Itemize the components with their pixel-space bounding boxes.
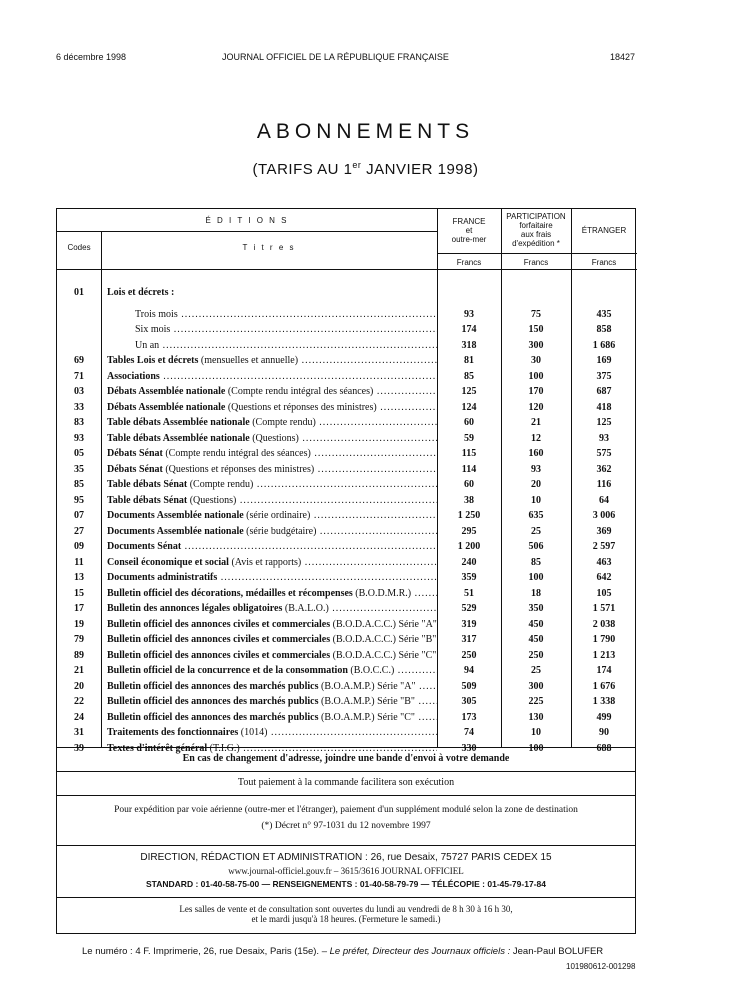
row-code: 89 xyxy=(74,649,84,661)
row-title: Débats Sénat (Compte rendu intégral des séances) ..... xyxy=(107,446,437,462)
price-france: 38 xyxy=(464,494,474,506)
participation-header: PARTICIPATION forfaitaire aux frais d'expédition * xyxy=(506,212,566,248)
table-row xyxy=(57,307,637,323)
price-participation: 350 xyxy=(528,603,544,614)
price-france: 81 xyxy=(464,355,474,366)
price-france: 51 xyxy=(464,587,474,599)
row-code: 22 xyxy=(74,696,84,707)
row-title: Bulletin officiel des annonces des marchés publics (B.O.A.M.P.) Série "B" ..... xyxy=(107,694,437,710)
price-etranger: 575 xyxy=(596,448,612,459)
row-title: Bulletin officiel des décorations, médailles et récompenses (B.O.D.M.R.) ..... xyxy=(107,586,437,602)
table-row xyxy=(57,477,637,493)
price-france: 60 xyxy=(464,479,474,490)
row-code: 05 xyxy=(74,448,84,459)
table-row xyxy=(57,384,637,400)
row-code: 09 xyxy=(74,541,84,552)
price-etranger: 93 xyxy=(599,432,609,444)
price-participation: 300 xyxy=(528,680,544,692)
row-title: Bulletin officiel des annonces des marchés publics (B.O.A.M.P.) Série "A" ..... xyxy=(107,679,437,695)
address-note: En cas de changement d'adresse, joindre une bande d'envoi à votre demande xyxy=(56,748,636,772)
row-title: Six mois ..... xyxy=(135,322,437,338)
price-participation: 75 xyxy=(531,308,541,320)
table-row xyxy=(57,285,637,301)
titles-header: T i t r e s xyxy=(242,243,296,252)
row-code: 11 xyxy=(74,556,84,568)
table-row xyxy=(57,601,637,617)
editions-header: É D I T I O N S xyxy=(205,216,289,225)
row-title: Documents Assemblée nationale (série budgétaire) ..... xyxy=(107,524,437,540)
table-row xyxy=(57,508,637,524)
price-etranger: 116 xyxy=(596,479,612,490)
price-participation: 93 xyxy=(531,463,541,475)
price-participation: 25 xyxy=(531,665,541,676)
table-row xyxy=(57,694,637,710)
price-france: 174 xyxy=(461,324,477,335)
table-row xyxy=(57,648,637,664)
price-etranger: 687 xyxy=(596,386,612,397)
price-etranger: 1 213 xyxy=(592,649,616,661)
table-row xyxy=(57,539,637,555)
price-etranger: 1 676 xyxy=(592,680,616,692)
price-france: 317 xyxy=(461,634,477,645)
price-participation: 30 xyxy=(531,355,541,366)
price-etranger: 499 xyxy=(596,711,612,723)
table-row xyxy=(57,400,637,416)
airmail-note: Pour expédition par voie aérienne (outre-mer et l'étranger), paiement d'un supplément modulé selon la zone de destination (*) Décret n° 97-1031 du 12 novembre 1997 xyxy=(56,796,636,846)
price-france: 509 xyxy=(461,680,477,692)
row-code: 31 xyxy=(74,727,84,738)
price-france: 60 xyxy=(464,417,474,428)
price-etranger: 463 xyxy=(596,556,612,568)
price-participation: 10 xyxy=(531,494,541,506)
etranger-header: ÉTRANGER xyxy=(581,226,627,235)
page-title: ABONNEMENTS xyxy=(256,120,475,143)
price-france: 115 xyxy=(461,448,477,459)
row-code: 19 xyxy=(74,618,84,630)
price-france: 1 250 xyxy=(457,510,481,521)
price-france: 330 xyxy=(461,742,477,754)
price-france: 240 xyxy=(461,556,477,568)
price-participation: 120 xyxy=(528,401,544,413)
price-etranger: 1 571 xyxy=(592,603,616,614)
price-france: 85 xyxy=(464,370,474,382)
row-title: Documents administratifs ..... xyxy=(107,570,437,586)
row-title: Bulletin officiel des annonces civiles et commerciales (B.O.D.A.C.C.) Série "A" ..... xyxy=(107,617,437,633)
price-etranger: 362 xyxy=(596,463,612,475)
price-participation: 160 xyxy=(528,448,544,459)
row-code: 21 xyxy=(74,665,84,676)
payment-note: Tout paiement à la commande facilitera son exécution xyxy=(56,772,636,796)
price-participation: 85 xyxy=(531,556,541,568)
table-row xyxy=(57,353,637,369)
table-row xyxy=(57,555,637,571)
row-title: Bulletin officiel des annonces civiles et commerciales (B.O.D.A.C.C.) Série "B" ..... xyxy=(107,632,437,648)
header-date: 6 décembre 1998 xyxy=(56,52,127,62)
codes-header: Codes xyxy=(67,243,91,252)
price-france: 59 xyxy=(464,432,474,444)
price-etranger: 105 xyxy=(596,587,612,599)
price-france: 295 xyxy=(461,525,477,537)
price-etranger: 642 xyxy=(596,572,612,583)
page-subtitle: (TARIFS AU 1er JANVIER 1998) xyxy=(252,160,479,178)
row-code: 79 xyxy=(74,634,84,645)
table-row xyxy=(57,679,637,695)
row-code: 33 xyxy=(74,401,84,413)
row-title: Débats Assemblée nationale (Compte rendu intégral des séances) ..... xyxy=(107,384,437,400)
price-etranger: 174 xyxy=(596,665,612,676)
row-code: 17 xyxy=(74,603,84,614)
price-participation: 300 xyxy=(528,339,544,351)
price-france: 94 xyxy=(464,665,474,676)
row-title: Lois et décrets : xyxy=(107,287,175,298)
row-title: Bulletin officiel de la concurrence et de la consommation (B.O.C.C.) ..... xyxy=(107,663,437,679)
price-france: 319 xyxy=(461,618,477,630)
price-participation: 225 xyxy=(528,696,544,707)
price-etranger: 125 xyxy=(596,417,612,428)
table-row xyxy=(57,462,637,478)
row-title: Table débats Sénat (Questions) ..... xyxy=(107,493,437,509)
row-code: 27 xyxy=(74,525,84,537)
price-etranger: 418 xyxy=(596,401,612,413)
row-title: Traitements des fonctionnaires (1014) ..... xyxy=(107,725,437,741)
price-etranger: 1 790 xyxy=(592,634,616,645)
document-reference: 101980612-001298 xyxy=(566,962,636,971)
price-etranger: 858 xyxy=(596,324,612,335)
price-participation: 130 xyxy=(528,711,544,723)
row-title: Textes d'intérêt général (T.I.G.) ..... xyxy=(107,741,437,757)
row-code: 15 xyxy=(74,587,84,599)
price-etranger: 169 xyxy=(596,355,612,366)
table-row xyxy=(57,632,637,648)
price-etranger: 375 xyxy=(596,370,612,382)
price-france: 173 xyxy=(461,711,477,723)
price-france: 74 xyxy=(464,727,474,738)
table-row xyxy=(57,524,637,540)
price-participation: 635 xyxy=(528,510,544,521)
opening-hours: Les salles de vente et de consultation sont ouvertes du lundi au vendredi de 8 h 30 à 16 h 30, et le mardi jusqu'à 18 heures. (Fermeture le samedi.) xyxy=(56,898,636,934)
row-code: 20 xyxy=(74,680,84,692)
table-row xyxy=(57,617,637,633)
price-etranger: 1 338 xyxy=(592,696,616,707)
row-code: 83 xyxy=(74,417,84,428)
row-code: 69 xyxy=(74,355,84,366)
table-row xyxy=(57,415,637,431)
france-header: FRANCE et outre-mer xyxy=(451,217,487,244)
contact-block: DIRECTION, RÉDACTION ET ADMINISTRATION : 26, rue Desaix, 75727 PARIS CEDEX 15 www.journal-officiel.gouv.fr – 3615/3616 JOURNAL OFFICIEL STANDARD : 01-40-58-75-00 — RENSEIGNEMENTS : 01-40-58-79-79 — TÉLÉCOPIE : 01-45-79-17-84 xyxy=(56,846,636,898)
price-participation: 12 xyxy=(531,432,541,444)
price-etranger: 435 xyxy=(596,308,612,320)
currency-label: Francs xyxy=(523,258,549,267)
price-participation: 10 xyxy=(531,727,541,738)
price-participation: 450 xyxy=(528,634,544,645)
price-participation: 150 xyxy=(528,324,544,335)
table-row xyxy=(57,446,637,462)
row-title: Un an ..... xyxy=(135,338,437,354)
price-participation: 25 xyxy=(531,525,541,537)
table-row xyxy=(57,663,637,679)
price-participation: 100 xyxy=(528,572,544,583)
price-france: 125 xyxy=(461,386,477,397)
row-title: Table débats Assemblée nationale (Questions) ..... xyxy=(107,431,437,447)
currency-label: Francs xyxy=(591,258,617,267)
table-row xyxy=(57,725,637,741)
row-title: Documents Assemblée nationale (série ordinaire) ..... xyxy=(107,508,437,524)
row-code: 13 xyxy=(74,572,84,583)
row-code: 95 xyxy=(74,494,84,506)
row-title: Table débats Sénat (Compte rendu) ..... xyxy=(107,477,437,493)
price-france: 124 xyxy=(461,401,477,413)
table-row xyxy=(57,322,637,338)
header-journal: JOURNAL OFFICIEL DE LA RÉPUBLIQUE FRANÇAISE xyxy=(222,52,449,62)
row-code: 24 xyxy=(74,711,84,723)
row-title: Associations ..... xyxy=(107,369,437,385)
row-title: Documents Sénat ..... xyxy=(107,539,437,555)
price-participation: 20 xyxy=(531,479,541,490)
price-participation: 250 xyxy=(528,649,544,661)
price-participation: 21 xyxy=(531,417,541,428)
price-etranger: 2 038 xyxy=(592,618,616,630)
row-code: 93 xyxy=(74,432,84,444)
table-row xyxy=(57,710,637,726)
table-row xyxy=(57,586,637,602)
header-page: 18427 xyxy=(610,52,636,62)
price-france: 305 xyxy=(461,696,477,707)
currency-label: Francs xyxy=(456,258,482,267)
price-participation: 100 xyxy=(528,742,544,754)
row-title: Conseil économique et social (Avis et rapports) ..... xyxy=(107,555,437,571)
row-code: 03 xyxy=(74,386,84,397)
row-code: 01 xyxy=(74,287,84,298)
table-row xyxy=(57,570,637,586)
price-etranger: 1 686 xyxy=(592,339,616,351)
price-participation: 506 xyxy=(528,541,544,552)
price-participation: 450 xyxy=(528,618,544,630)
row-title: Bulletin officiel des annonces civiles et commerciales (B.O.D.A.C.C.) Série "C" ..... xyxy=(107,648,437,664)
price-france: 529 xyxy=(461,603,477,614)
tariff-table xyxy=(56,208,636,754)
price-etranger: 90 xyxy=(599,727,609,738)
price-participation: 170 xyxy=(528,386,544,397)
price-france: 318 xyxy=(461,339,477,351)
price-etranger: 64 xyxy=(599,494,609,506)
table-row xyxy=(57,431,637,447)
price-france: 114 xyxy=(461,463,477,475)
row-title: Débats Assemblée nationale (Questions et réponses des ministres) ..... xyxy=(107,400,437,416)
row-code: 35 xyxy=(74,463,84,475)
row-title: Table débats Assemblée nationale (Compte rendu) ..... xyxy=(107,415,437,431)
price-france: 250 xyxy=(461,649,477,661)
price-participation: 100 xyxy=(528,370,544,382)
price-etranger: 369 xyxy=(596,525,612,537)
price-participation: 18 xyxy=(531,587,541,599)
price-etranger: 3 006 xyxy=(592,510,616,521)
table-row xyxy=(57,493,637,509)
row-code: 71 xyxy=(74,370,84,382)
row-title: Tables Lois et décrets (mensuelles et annuelle) ..... xyxy=(107,353,437,369)
row-code: 07 xyxy=(74,510,84,521)
row-title: Bulletin officiel des annonces des marchés publics (B.O.A.M.P.) Série "C" ..... xyxy=(107,710,437,726)
row-code: 85 xyxy=(74,479,84,490)
price-etranger: 688 xyxy=(596,742,612,754)
footer: Le numéro : 4 F. Imprimerie, 26, rue Desaix, Paris (15e). – Le préfet, Directeur des Journaux officiels : Jean-Paul BOLUFER xyxy=(82,946,604,957)
row-title: Bulletin des annonces légales obligatoires (B.A.L.O.) ..... xyxy=(107,601,437,617)
row-title: Trois mois ..... xyxy=(135,307,437,323)
row-code: 39 xyxy=(74,742,84,754)
table-row xyxy=(57,338,637,354)
price-france: 359 xyxy=(461,572,477,583)
table-row xyxy=(57,369,637,385)
row-title: Débats Sénat (Questions et réponses des ministres) ..... xyxy=(107,462,437,478)
price-etranger: 2 597 xyxy=(592,541,616,552)
price-france: 93 xyxy=(464,308,474,320)
price-france: 1 200 xyxy=(457,541,481,552)
